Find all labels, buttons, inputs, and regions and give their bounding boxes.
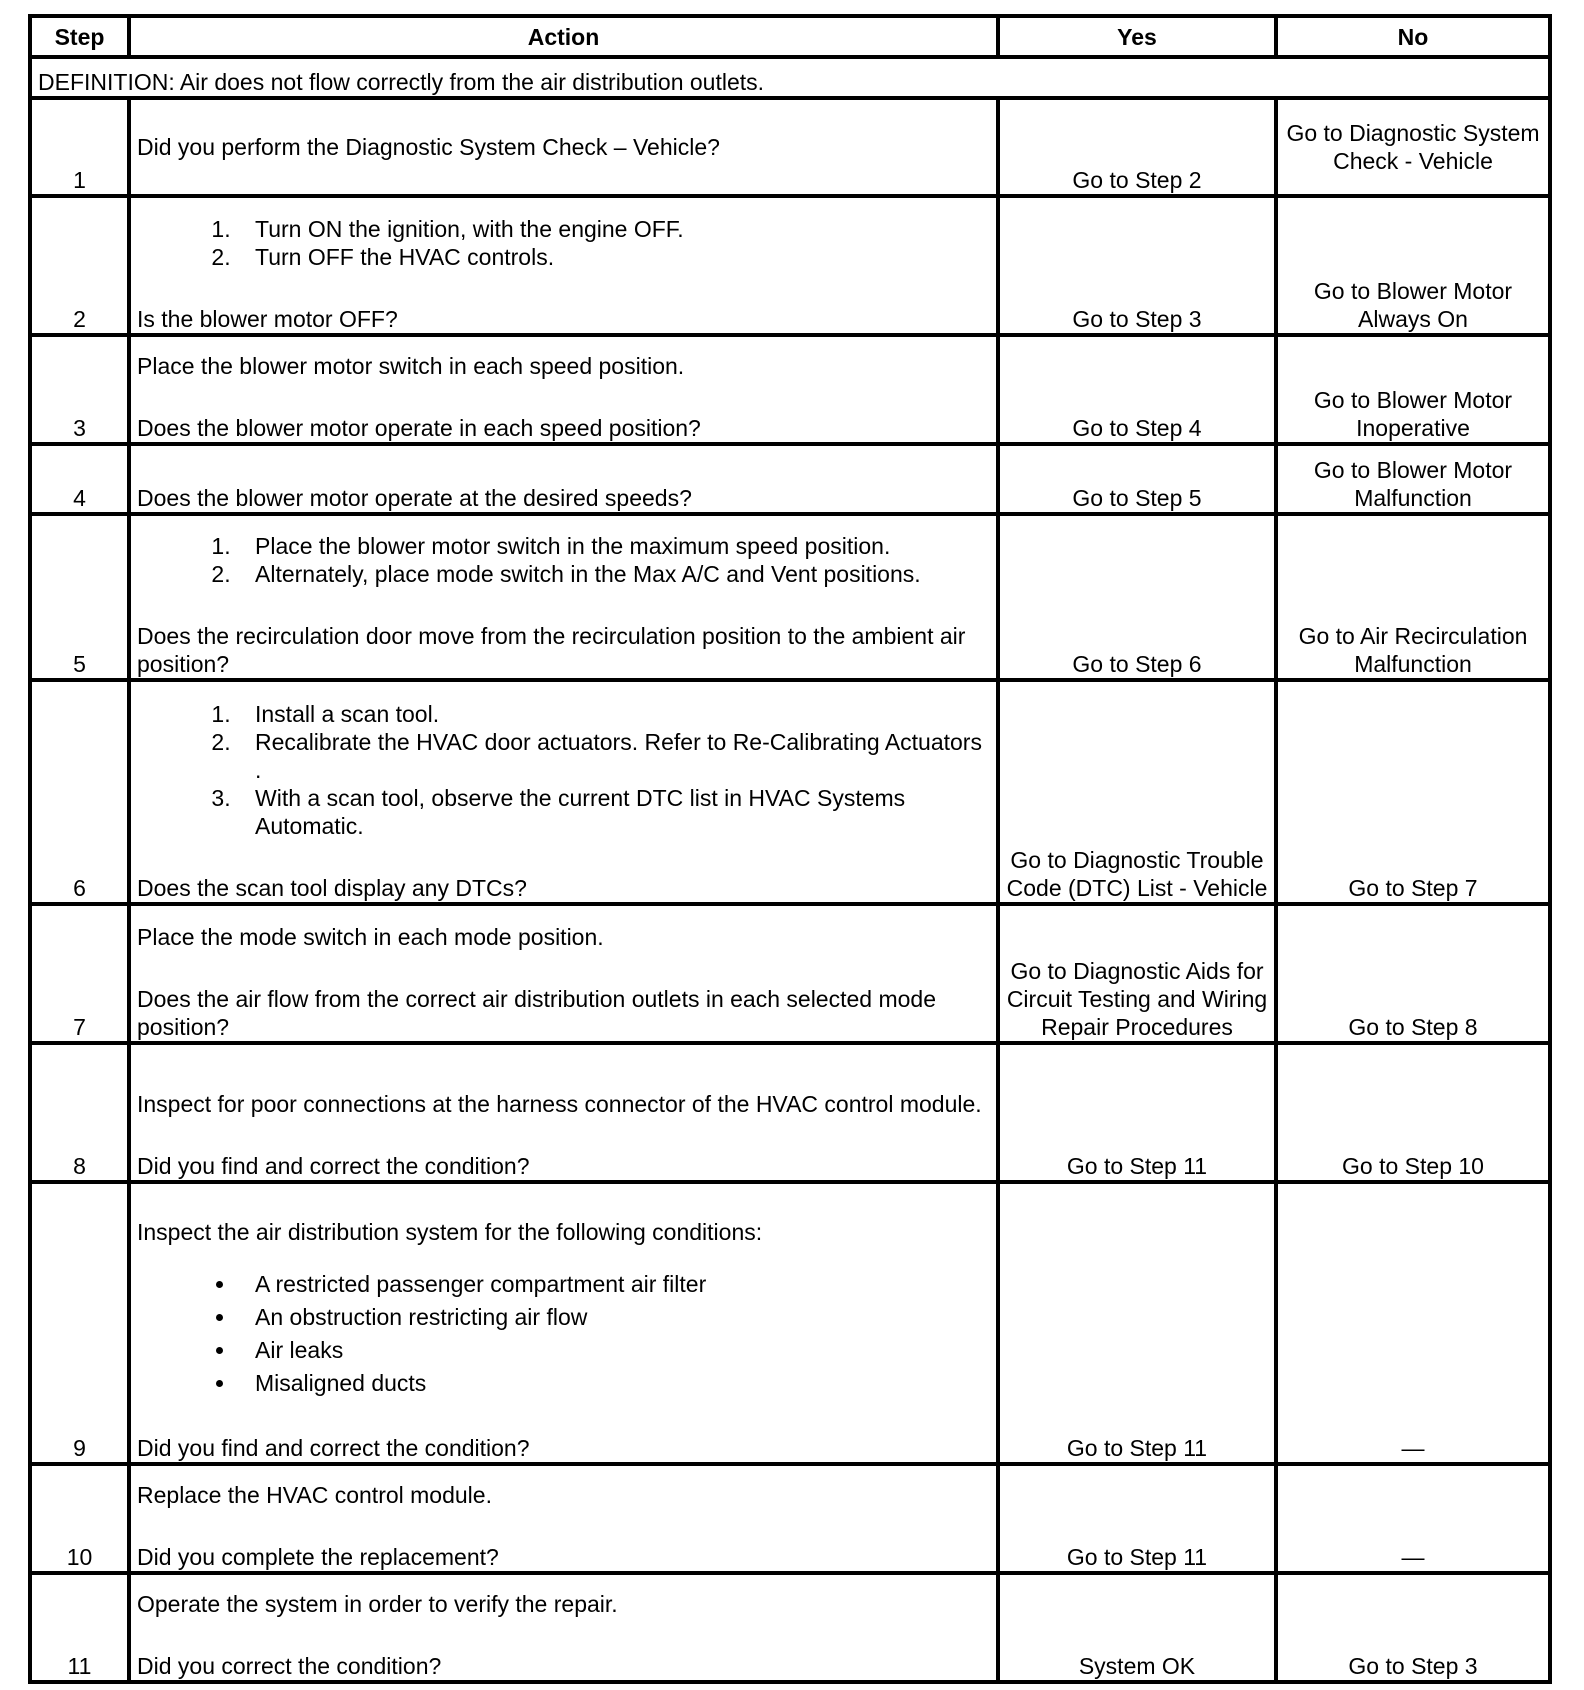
action-cell — [129, 1464, 998, 1573]
list-item: 3. With a scan tool, observe the current DTC list in HVAC Systems Automatic. — [237, 784, 990, 840]
action-cell — [129, 1182, 998, 1464]
action-cell — [129, 904, 998, 1043]
list-item: 2. Turn OFF the HVAC controls. — [237, 243, 990, 271]
header-row — [30, 16, 1550, 57]
step-number: 8 — [30, 1043, 129, 1182]
list-item: • Misaligned ducts — [237, 1367, 990, 1400]
step-number: 3 — [30, 335, 129, 444]
no-cell: Go to Blower Motor Inoperative — [1276, 335, 1550, 444]
header-action: Action — [129, 16, 998, 57]
yes-cell: Go to Diagnostic Trouble Code (DTC) List - Vehicle — [998, 680, 1276, 904]
list-item: • Air leaks — [237, 1334, 990, 1367]
table-row — [30, 904, 1550, 1043]
header-no: No — [1276, 16, 1550, 57]
action-cell — [129, 680, 998, 904]
no-cell: Go to Step 3 — [1276, 1573, 1550, 1682]
no-cell: Go to Blower Motor Always On — [1276, 196, 1550, 335]
action-text: Place the blower motor switch in each speed position. — [137, 353, 685, 379]
action-cell — [129, 1573, 998, 1682]
action-cell — [129, 335, 998, 444]
definition-row — [30, 57, 1550, 98]
yes-cell: Go to Step 2 — [998, 98, 1276, 196]
step-number: 2 — [30, 196, 129, 335]
action-question: Did you correct the condition? — [137, 1653, 442, 1679]
action-question: Did you complete the replacement? — [137, 1544, 499, 1570]
list-item: 2. Recalibrate the HVAC door actuators. Refer to Re-Calibrating Actuators . — [237, 728, 990, 784]
step-number: 11 — [30, 1573, 129, 1682]
diagnostic-table — [28, 14, 1552, 1684]
action-cell — [129, 98, 998, 196]
step-number: 7 — [30, 904, 129, 1043]
list-item: 2. Alternately, place mode switch in the Max A/C and Vent positions. — [237, 560, 990, 588]
conditions-list — [137, 1268, 990, 1400]
yes-cell: Go to Step 5 — [998, 444, 1276, 514]
list-item: 1. Turn ON the ignition, with the engine OFF. — [237, 215, 990, 243]
table-row — [30, 98, 1550, 196]
step-number: 5 — [30, 514, 129, 680]
yes-cell: System OK — [998, 1573, 1276, 1682]
table-row — [30, 335, 1550, 444]
step-number: 9 — [30, 1182, 129, 1464]
no-cell: Go to Air Recirculation Malfunction — [1276, 514, 1550, 680]
table-row — [30, 1182, 1550, 1464]
no-cell: Go to Step 8 — [1276, 904, 1550, 1043]
yes-cell: Go to Step 11 — [998, 1182, 1276, 1464]
action-text: Inspect the air distribution system for the following conditions: — [137, 1219, 763, 1245]
action-question: Does the recirculation door move from the recirculation position to the ambient air position? — [137, 623, 966, 677]
action-cell: Does the blower motor operate at the desired speeds? — [129, 444, 998, 514]
step-number: 4 — [30, 444, 129, 514]
step-number: 10 — [30, 1464, 129, 1573]
action-question: Did you find and correct the condition? — [137, 1153, 530, 1179]
table-row — [30, 196, 1550, 335]
action-question: Does the scan tool display any DTCs? — [137, 875, 527, 901]
list-item: 1. Install a scan tool. — [237, 700, 990, 728]
action-question: Does the air flow from the correct air distribution outlets in each selected mode position? — [137, 986, 936, 1040]
action-question: Does the blower motor operate in each speed position? — [137, 415, 701, 441]
action-text: Inspect for poor connections at the harness connector of the HVAC control module. — [137, 1091, 982, 1117]
action-steps-list — [137, 215, 990, 271]
yes-cell: Go to Step 6 — [998, 514, 1276, 680]
list-item: 1. Place the blower motor switch in the maximum speed position. — [237, 532, 990, 560]
header-yes: Yes — [998, 16, 1276, 57]
definition-text: DEFINITION: Air does not flow correctly from the air distribution outlets. — [30, 57, 1550, 98]
action-steps-list — [137, 532, 990, 588]
no-cell: Go to Step 10 — [1276, 1043, 1550, 1182]
table-row — [30, 514, 1550, 680]
no-cell: — — [1276, 1464, 1550, 1573]
action-text: Replace the HVAC control module. — [137, 1482, 492, 1508]
action-cell — [129, 196, 998, 335]
no-cell: Go to Blower Motor Malfunction — [1276, 444, 1550, 514]
header-step: Step — [30, 16, 129, 57]
action-cell — [129, 1043, 998, 1182]
yes-cell: Go to Step 3 — [998, 196, 1276, 335]
yes-cell: Go to Step 11 — [998, 1464, 1276, 1573]
yes-cell: Go to Step 11 — [998, 1043, 1276, 1182]
no-cell: Go to Step 7 — [1276, 680, 1550, 904]
action-cell — [129, 514, 998, 680]
list-item: • An obstruction restricting air flow — [237, 1301, 990, 1334]
action-text: Operate the system in order to verify the repair. — [137, 1591, 618, 1617]
table-row — [30, 444, 1550, 514]
no-cell: Go to Diagnostic System Check - Vehicle — [1276, 98, 1550, 196]
table-row — [30, 1464, 1550, 1573]
list-item: • A restricted passenger compartment air filter — [237, 1268, 990, 1301]
action-question: Did you find and correct the condition? — [137, 1435, 530, 1461]
yes-cell: Go to Step 4 — [998, 335, 1276, 444]
action-question: Did you perform the Diagnostic System Check – Vehicle? — [137, 134, 720, 160]
table-row — [30, 1573, 1550, 1682]
yes-cell: Go to Diagnostic Aids for Circuit Testing and Wiring Repair Procedures — [998, 904, 1276, 1043]
no-cell: — — [1276, 1182, 1550, 1464]
action-steps-list — [137, 700, 990, 840]
action-question: Is the blower motor OFF? — [137, 306, 398, 332]
table-row — [30, 1043, 1550, 1182]
action-text: Place the mode switch in each mode position. — [137, 924, 604, 950]
step-number: 6 — [30, 680, 129, 904]
table-row — [30, 680, 1550, 904]
step-number: 1 — [30, 98, 129, 196]
